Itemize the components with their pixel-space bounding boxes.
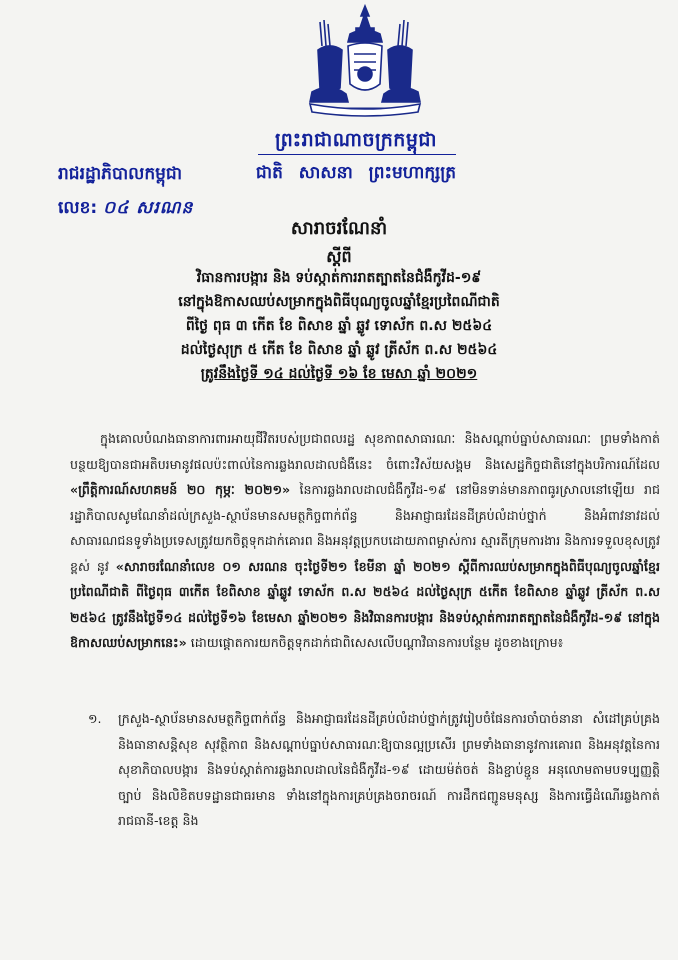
intro-text-end: ដោយផ្តោតការយកចិត្តទុកដាក់ជាពិសេសលើបណ្តាវិធានការបន្ថែម ដូចខាងក្រោម៖	[190, 635, 564, 650]
reference-value: ០៤ សរណន	[103, 198, 194, 218]
national-motto: ជាតិ សាសនា ព្រះមហាក្សត្រ	[255, 163, 457, 183]
list-item-number: ១.	[88, 711, 102, 726]
intro-text-cont: នៃការឆ្លងរាលដាលជំងឺកូវីដ-១៩ នៅមិនទាន់មានភាពធូរស្រាលនៅឡើយ រាជរដ្ឋាភិបាលសូមណែនាំដល់ក្រសួង-ស្ថាប័នមានសមត្ថកិច្ចពាក់ព័ន្ធ និងអាជ្ញាធរដែនដីគ្រប់លំដាប់ថ្នាក់ និងអំពាវនាវដល់សាធារណជនទូទាំងប្រទេសត្រូវយកចិត្តទុកដាក់គោរព និងអនុវត្តប្រកបដោយភាពម្ចាស់ការ ស្មារតីក្រុមការងារ និងការទទួលខុសត្រូវខ្ពស់ នូវ	[70, 482, 660, 574]
list-item-text: ក្រសួង-ស្ថាប័នមានសមត្ថកិច្ចពាក់ព័ន្ធ និងអាជ្ញាធរដែនដីគ្រប់លំដាប់ថ្នាក់ត្រូវរៀបចំផែនការចាំបាច់នានា សំដៅគ្រប់គ្រង និងធានាសន្តិសុខ សុវត្ថិភាព និងសណ្តាប់ធ្នាប់សាធារណៈឱ្យបានល្អប្រសើរ ព្រមទាំងធានានូវការគោរព និងអនុវត្តនៃការសុខាភិបាលបង្ការ និងទប់ស្កាត់ការឆ្លងរាលដាលនៃជំងឺកូវីដ-១៩ ដោយម៉ត់ចត់ និងខ្ជាប់ខ្ជួន អនុលោមតាមបទប្បញ្ញត្តិច្បាប់ និងលិខិតបទដ្ឋានជាធរមាន ទាំងនៅក្នុងការគ្រប់គ្រងចរាចរណ៍ ការដឹកជញ្ជូនមនុស្ស និងការធ្វើដំណើរឆ្លងកាត់រាជធានី-ខេត្ត និង	[118, 711, 660, 828]
royal-arms-emblem-icon	[290, 2, 440, 122]
header-divider	[258, 154, 456, 155]
subject-line-1: វិធានការបង្ការ និង ទប់ស្កាត់ការរាតត្បាតនៃជំងឺកូវីដ-១៩	[196, 270, 482, 286]
list-item	[88, 706, 660, 834]
intro-text: ក្នុងគោលបំណងធានាការពារអាយុជីវិតរបស់ប្រជាពលរដ្ឋ សុខភាពសាធារណៈ និងសណ្តាប់ធ្នាប់សាធារណៈ ព្រមទាំងកាត់បន្ថយឱ្យបានជាអតិបរមានូវផលប៉ះពាល់នៃការឆ្លងរាលដាលជំងឺនេះ ចំពោះវិស័យសង្គម និងសេដ្ឋកិច្ចជាតិនៅក្នុងបរិការណ៍ដែល	[70, 431, 660, 472]
subject-line-4: ដល់ថ្ងៃសុក្រ ៥ កើត ខែ ពិសាខ ឆ្នាំ ឆ្លូវ ត្រីស័ក ព.ស ២៥៦៤	[180, 342, 498, 358]
intro-bold-event: «ព្រឹត្តិការណ៍សហគមន៍ ២០ កុម្ភៈ ២០២១»	[70, 482, 291, 497]
subject-line-5: ត្រូវនឹងថ្ងៃទី ១៤ ដល់ថ្ងៃទី ១៦ ខែ មេសា ឆ្នាំ ២០២១	[200, 366, 478, 382]
subject-line-3: ពីថ្ងៃ ពុធ ៣ កើត ខែ ពិសាខ ឆ្នាំ ឆ្លូវ ទោស័ក ព.ស ២៥៦៤	[185, 318, 493, 334]
reference-label: លេខ:	[58, 198, 98, 218]
subject-label: ស្តីពី	[326, 247, 352, 266]
intro-paragraph	[70, 426, 660, 656]
subject-line-2: នៅក្នុងឱកាសឈប់សម្រាកក្នុងពិធីបុណ្យចូលឆ្នាំខ្មែរប្រពៃណីជាតិ	[178, 294, 500, 310]
issuer-government: រាជរដ្ឋាភិបាលកម្ពុជា	[58, 164, 183, 184]
document-type-title: សារាចរណែនាំ	[290, 218, 388, 239]
intro-bold-circular: «សារាចរណែនាំលេខ ០១ សរណន ចុះថ្ងៃទី២១ ខែមីនា ឆ្នាំ ២០២១ ស្តីពីការឈប់សម្រាកក្នុងពិធីបុណ្យចូលឆ្នាំខ្មែរប្រពៃណីជាតិ ពីថ្ងៃពុធ ៣កើត ខែពិសាខ ឆ្នាំឆ្លូវ ទោស័ក ព.ស ២៥៦៤ ដល់ថ្ងៃសុក្រ ៥កើត ខែពិសាខ ឆ្នាំឆ្លូវ ត្រីស័ក ព.ស ២៥៦៤ ត្រូវនឹងថ្ងៃទី១៤ ដល់ថ្ងៃទី១៦ ខែមេសា ឆ្នាំ២០២១ និងវិធានការបង្ការ និងទប់ស្កាត់ការរាតត្បាតនៃជំងឺកូវីដ-១៩ នៅក្នុងឱកាសឈប់សម្រាកនេះ»	[70, 558, 660, 650]
kingdom-name: ព្រះរាជាណាចក្រកម្ពុជា	[275, 129, 437, 151]
